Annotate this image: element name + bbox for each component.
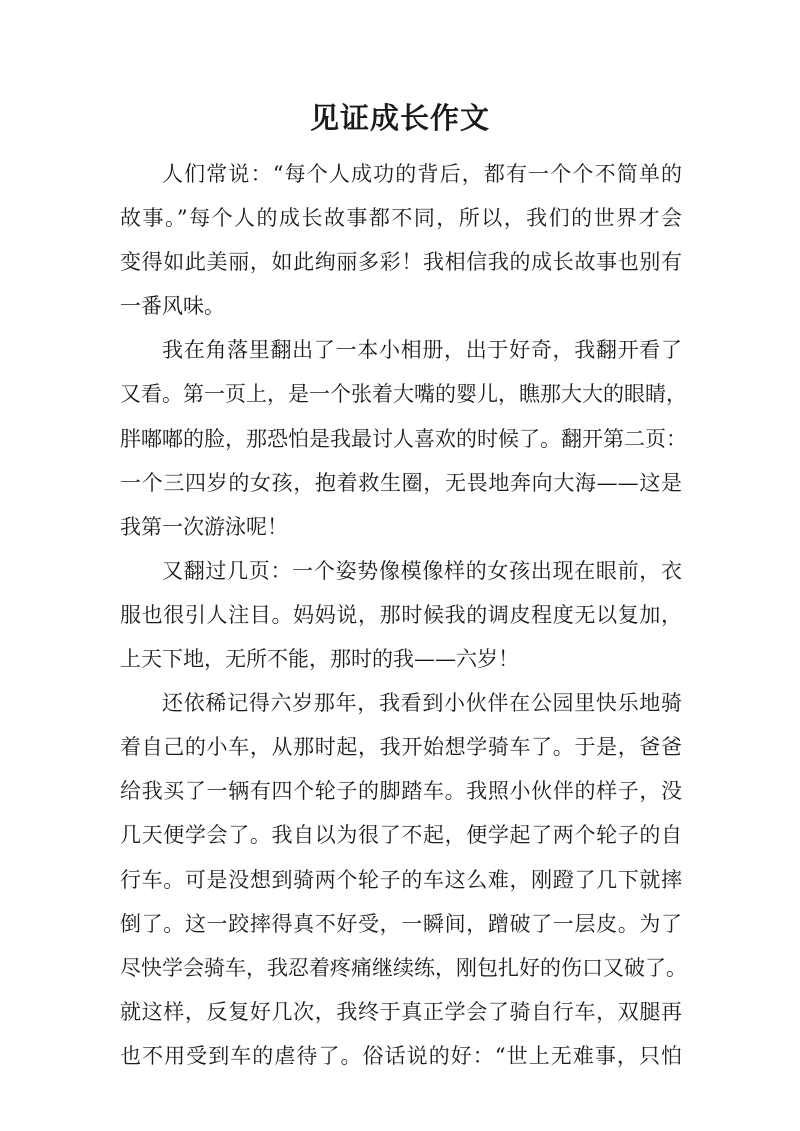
paragraph-4 [120, 681, 687, 1078]
text-line: 就这样，反复好几次，我终于真正学会了骑自行车，双腿再 [120, 999, 682, 1024]
text-line: 行车。可是没想到骑两个轮子的车这么难，刚蹬了几下就摔 [120, 867, 682, 892]
text-line: 倒了。这一跤摔得真不好受，一瞬间，蹭破了一层皮。为了 [120, 911, 682, 936]
text-line: 上天下地，无所不能，那时的我——六岁！ [120, 647, 519, 672]
document-body [120, 152, 687, 1078]
text-line: 人们常说：“每个人成功的背后，都有一个个不简单的 [162, 162, 682, 186]
text-line: 我第一次游泳呢！ [120, 514, 288, 539]
paragraph-2 [120, 328, 687, 548]
text-line: 我在角落里翻出了一本小相册，出于好奇，我翻开看了 [162, 338, 682, 363]
text-line: 几天便学会了。我自以为很了不起，便学起了两个轮子的自 [120, 823, 682, 848]
text-line: 变得如此美丽，如此绚丽多彩！我相信我的成长故事也别有 [120, 250, 682, 275]
paragraph-3 [120, 549, 682, 681]
text-line: 一个三四岁的女孩，抱着救生圈，无畏地奔向大海——这是 [120, 470, 682, 495]
text-line: 又看。第一页上，是一个张着大嘴的婴儿，瞧那大大的眼睛， [120, 382, 687, 407]
document-title: 见证成长作文 [309, 101, 490, 135]
text-line: 胖嘟嘟的脸，那恐怕是我最讨人喜欢的时候了。翻开第二页： [120, 426, 687, 451]
text-line: 尽快学会骑车，我忍着疼痛继续练，刚包扎好的伤口又破了。 [120, 955, 687, 980]
text-line: 一番风味。 [120, 294, 225, 319]
text-line: 服也很引人注目。妈妈说，那时候我的调皮程度无以复加， [120, 602, 682, 627]
paragraph-1 [120, 152, 682, 328]
text-line: 还依稀记得六岁那年，我看到小伙伴在公园里快乐地骑 [162, 691, 682, 716]
text-line: 着自己的小车，从那时起，我开始想学骑车了。于是，爸爸 [120, 735, 682, 760]
text-line: 也不用受到车的虐待了。俗话说的好：“世上无难事，只怕 [120, 1043, 682, 1068]
text-line: 又翻过几页：一个姿势像模像样的女孩出现在眼前，衣 [162, 558, 682, 583]
text-line: 给我买了一辆有四个轮子的脚踏车。我照小伙伴的样子，没 [120, 779, 682, 804]
text-line: 故事。”每个人的成长故事都不同，所以，我们的世界才会 [120, 206, 682, 231]
